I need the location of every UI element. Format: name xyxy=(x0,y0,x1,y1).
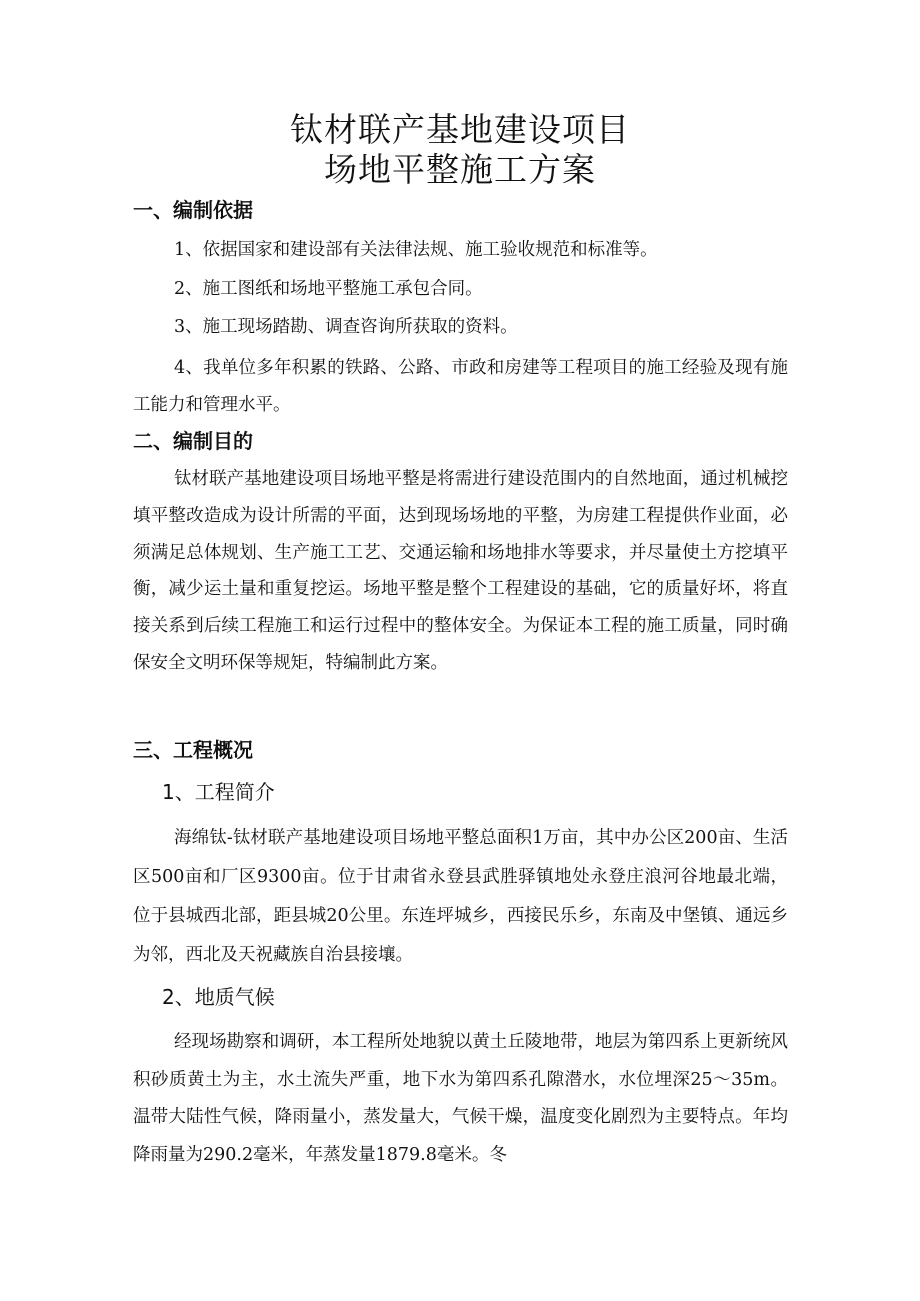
basis-item-4: 4、我单位多年积累的铁路、公路、市政和房建等工程项目的施工经验及现有施工能力和管理水平。 xyxy=(133,358,788,415)
section-heading-basis: 一、编制依据 xyxy=(133,198,253,222)
section-heading-overview: 三、工程概况 xyxy=(133,738,253,762)
intro-paragraph: 海绵钛-钛材联产基地建设项目场地平整总面积1万亩，其中办公区200亩、生活区500亩和厂区9300亩。位于甘肃省永登县武胜驿镇地处永登庄浪河谷地最北端，位于县城西北部，距县城20公里。东连坪城乡，西接民乐乡，东南及中堡镇、通远乡为邻，西北及天祝藏族自治县接壤。 xyxy=(133,828,788,965)
document-title-line2: 场地平整施工方案 xyxy=(324,150,596,189)
geology-paragraph: 经现场勘察和调研，本工程所处地貌以黄土丘陵地带，地层为第四系上更新统风积砂质黄土为主，水土流失严重，地下水为第四系孔隙潜水，水位埋深25～35m。温带大陆性气候，降雨量小，蒸发量大，气候干燥，温度变化剧烈为主要特点。年均降雨量为290.2毫米，年蒸发量1879.8毫米。冬 xyxy=(133,1032,788,1165)
subsection-heading-geology: 2、地质气候 xyxy=(162,985,275,1009)
subsection-heading-intro: 1、工程简介 xyxy=(162,780,275,804)
document-title-line1: 钛材联产基地建设项目 xyxy=(290,110,630,149)
purpose-paragraph: 钛材联产基地建设项目场地平整是将需进行建设范围内的自然地面，通过机械挖填平整改造成为设计所需的平面，达到现场场地的平整，为房建工程提供作业面，必须满足总体规划、生产施工工艺、交通运输和场地排水等要求，并尽量使土方挖填平衡，减少运土量和重复挖运。场地平整是整个工程建设的基础，它的质量好坏，将直接关系到后续工程施工和运行过程中的整体安全。为保证本工程的施工质量，同时确保安全文明环保等规矩，特编制此方案。 xyxy=(133,469,788,673)
basis-item-3: 3、施工现场踏勘、调查咨询所获取的资料。 xyxy=(174,317,518,337)
basis-item-1: 1、依据国家和建设部有关法律法规、施工验收规范和标准等。 xyxy=(174,240,658,260)
section-heading-purpose: 二、编制目的 xyxy=(133,429,253,453)
basis-item-2: 2、施工图纸和场地平整施工承包合同。 xyxy=(174,279,483,299)
